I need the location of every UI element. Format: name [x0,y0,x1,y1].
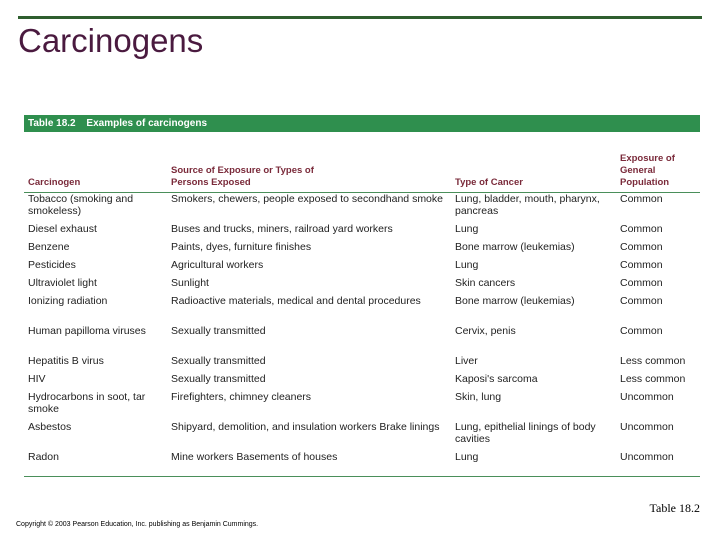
cell-exposure: Less common [620,355,686,367]
cell-source: Sunlight [171,277,209,289]
cell-exposure: Uncommon [620,451,674,463]
cell-cancer: Kaposi's sarcoma [455,373,538,385]
cell-source: Mine workers Basements of houses [171,451,338,463]
cell-source: Sexually transmitted [171,355,266,367]
cell-cancer: Skin cancers [455,277,516,289]
table-row [24,295,700,325]
table-row [24,193,700,223]
table-row [24,325,700,355]
cell-source: Paints, dyes, furniture finishes [171,241,312,253]
cell-source: Radioactive materials, medical and dental procedures [171,295,421,307]
cell-exposure: Common [620,259,663,271]
cell-source: Agricultural workers [171,259,264,271]
copyright-notice: Copyright © 2003 Pearson Education, Inc. publishing as Benjamin Cummings. [16,521,259,528]
table-row [24,277,700,295]
table-row [24,373,700,391]
cell-exposure: Common [620,223,663,235]
cell-cancer: Bone marrow (leukemias) [455,241,575,253]
cell-carcinogen: Hydrocarbons in soot, tar smoke [28,391,146,415]
header-source: Source of Exposure or Types of Persons Exposed [171,165,314,188]
cell-exposure: Uncommon [620,421,674,433]
cell-carcinogen: Pesticides [28,259,76,271]
title-rule [18,16,702,19]
cell-exposure: Uncommon [620,391,674,403]
cell-cancer: Cervix, penis [455,325,516,337]
header-carcinogen: Carcinogen [28,177,81,188]
table-caption-bar [24,115,700,132]
cell-exposure: Less common [620,373,686,385]
cell-cancer: Lung, epithelial linings of body cavities [455,421,596,445]
cell-source: Sexually transmitted [171,325,266,337]
cell-cancer: Liver [455,355,478,367]
cell-carcinogen: Benzene [28,241,70,253]
cell-source: Firefighters, chimney cleaners [171,391,312,403]
slide-caption: Table 18.2 [649,501,700,515]
table-row [24,223,700,241]
table-header [24,132,700,193]
cell-exposure: Common [620,277,663,289]
carcinogen-table [24,115,700,481]
table-name: Examples of carcinogens [86,118,208,129]
table-row [24,355,700,373]
cell-carcinogen: Asbestos [28,421,72,433]
table-body [24,193,700,481]
header-exposure: Exposure of General Population [620,153,675,188]
cell-cancer: Lung [455,259,479,271]
cell-carcinogen: Human papilloma viruses [28,325,146,337]
table-number: Table 18.2 [28,118,76,129]
table-row [24,259,700,277]
table-row [24,391,700,421]
cell-carcinogen: Ionizing radiation [28,295,108,307]
cell-source: Sexually transmitted [171,373,266,385]
cell-exposure: Common [620,241,663,253]
cell-source: Buses and trucks, miners, railroad yard workers [171,223,393,235]
cell-carcinogen: Diesel exhaust [28,223,97,235]
cell-exposure: Common [620,325,663,337]
cell-cancer: Lung [455,451,479,463]
slide-title: Carcinogens [18,22,204,59]
cell-cancer: Lung [455,223,479,235]
cell-carcinogen: Tobacco (smoking and smokeless) [28,193,134,217]
table-row [24,421,700,451]
cell-cancer: Bone marrow (leukemias) [455,295,575,307]
table-bottom-rule [24,476,700,477]
cell-cancer: Skin, lung [455,391,502,403]
cell-carcinogen: HIV [28,373,46,385]
cell-exposure: Common [620,193,663,205]
cell-source: Shipyard, demolition, and insulation workers Brake linings [171,421,440,433]
header-cancer: Type of Cancer [455,177,523,188]
cell-cancer: Lung, bladder, mouth, pharynx, pancreas [455,193,600,217]
table-row [24,241,700,259]
cell-carcinogen: Ultraviolet light [28,277,97,289]
cell-carcinogen: Hepatitis B virus [28,355,104,367]
cell-carcinogen: Radon [28,451,59,463]
cell-source: Smokers, chewers, people exposed to secondhand smoke [171,193,443,205]
cell-exposure: Common [620,295,663,307]
